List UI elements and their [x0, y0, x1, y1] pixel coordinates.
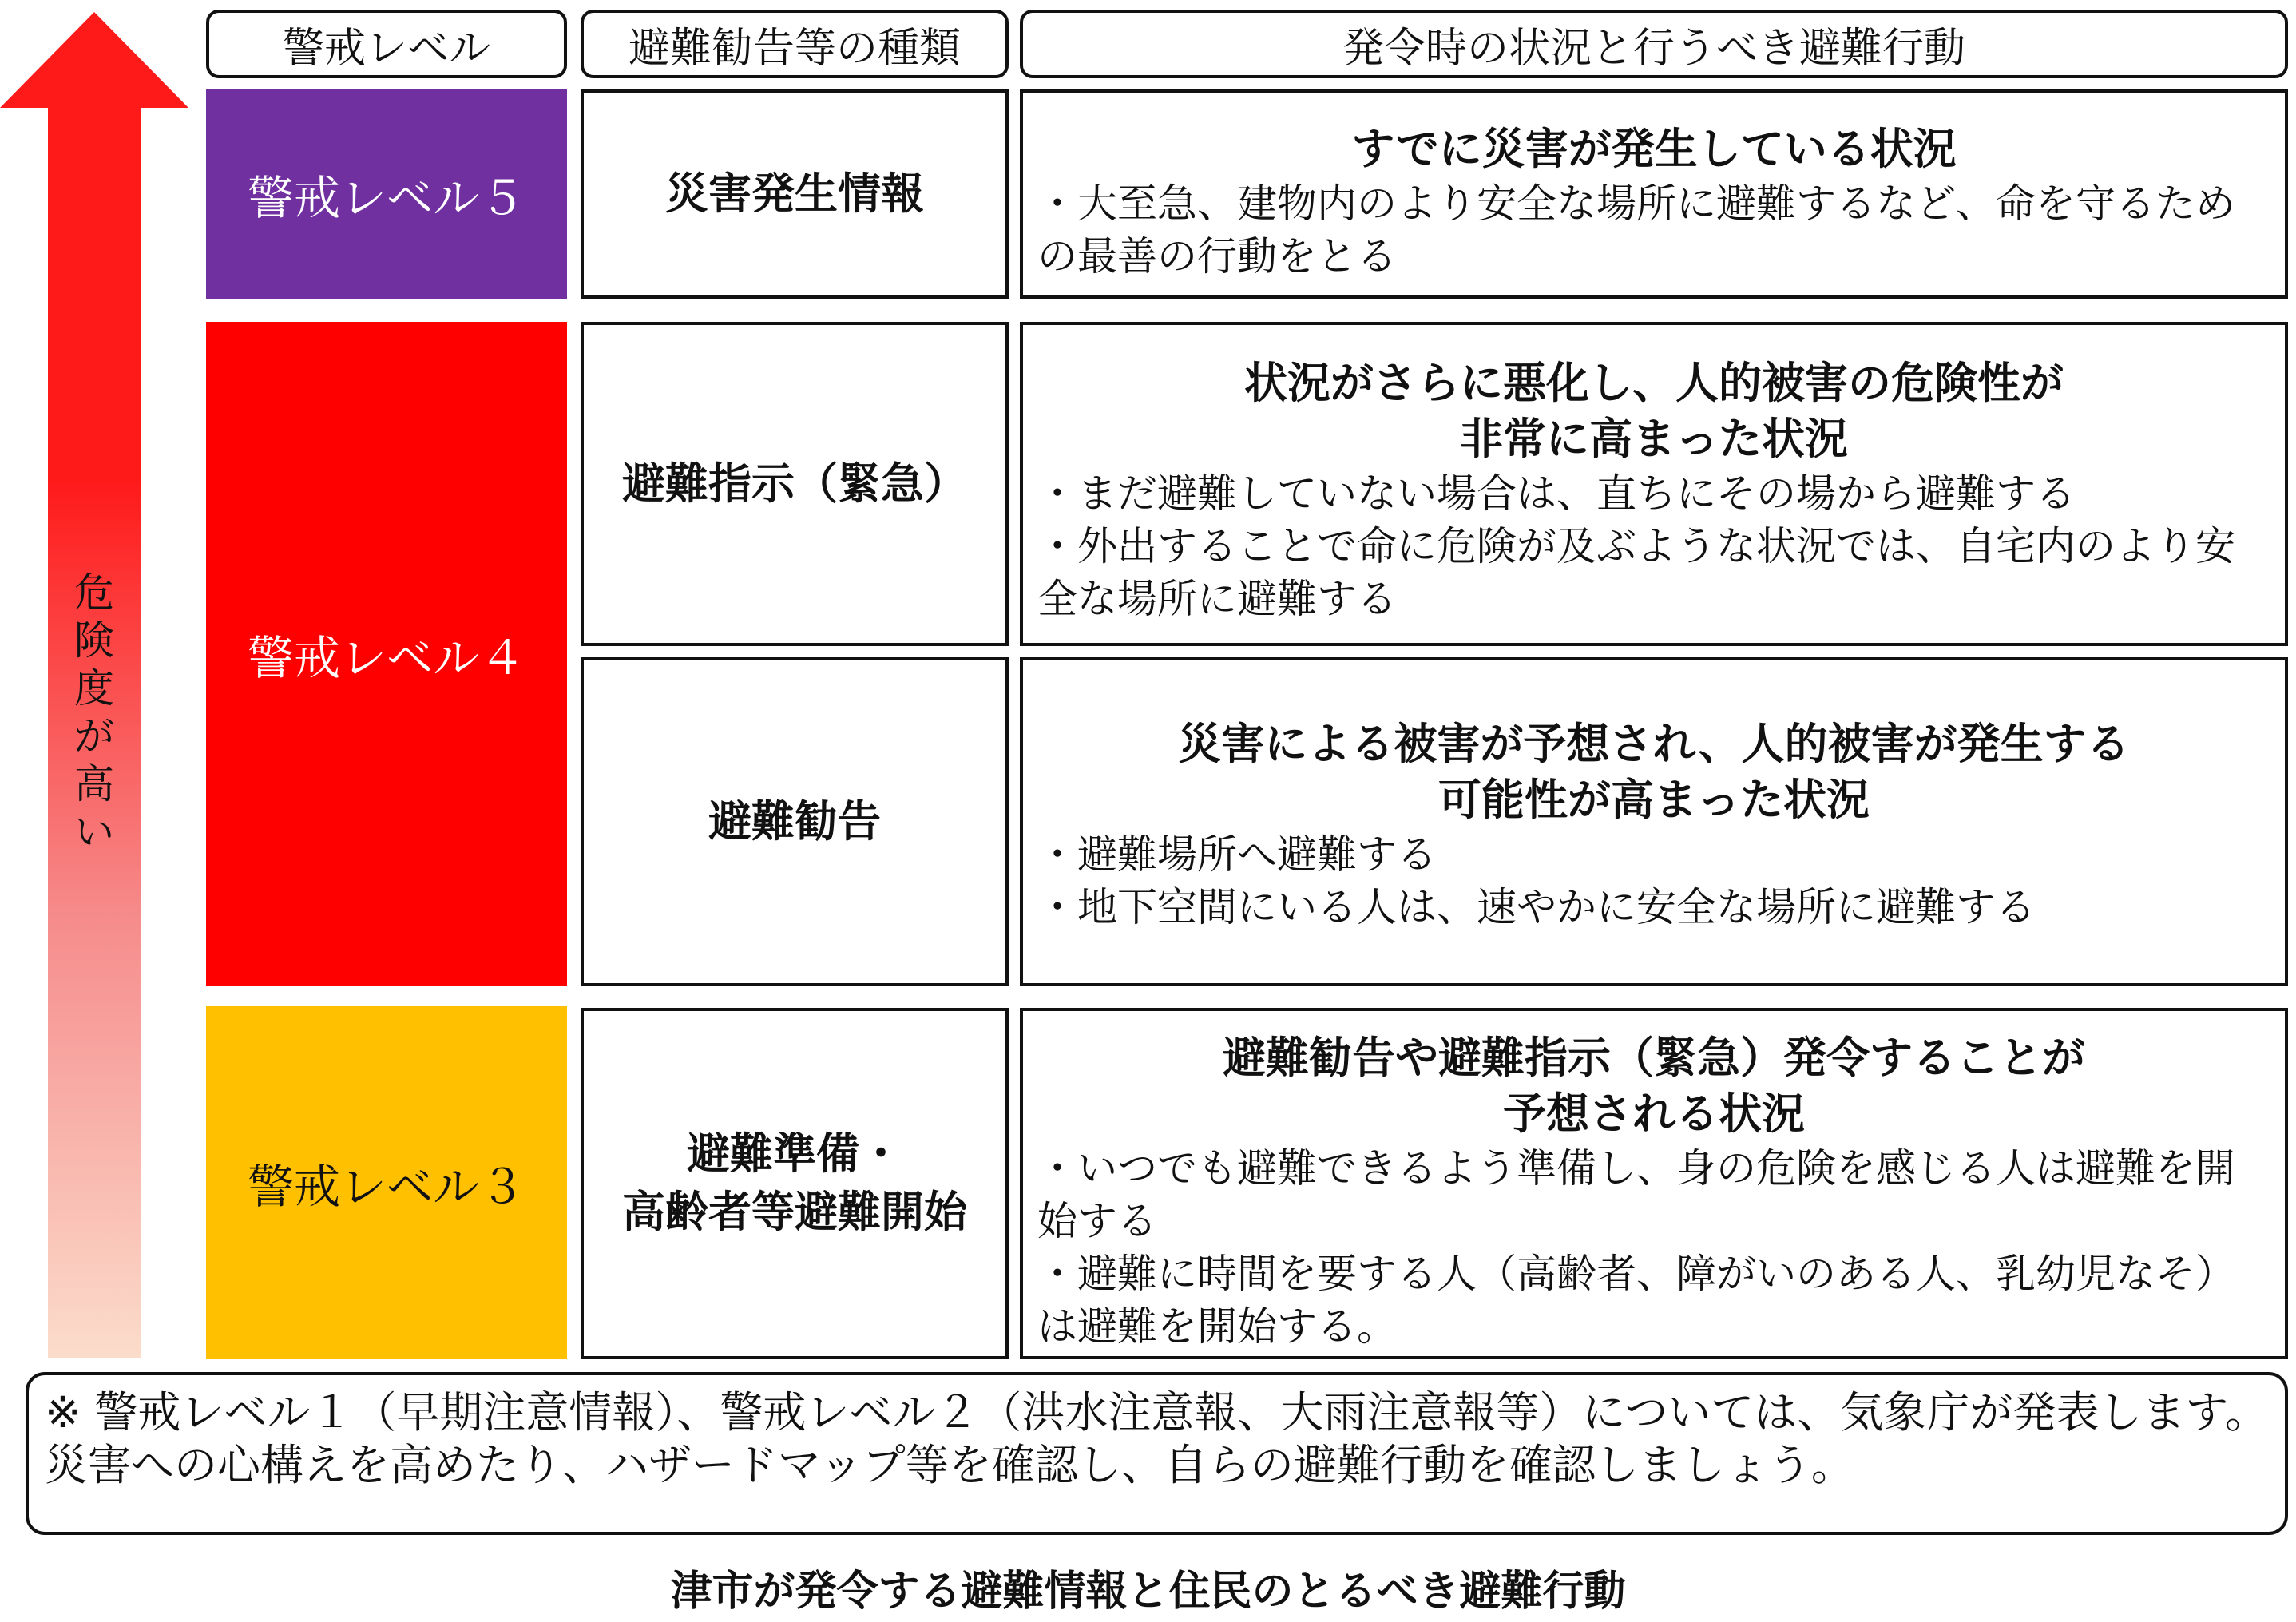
situation-cell-3 [1020, 657, 2288, 986]
arrow-label-char: 険 [74, 617, 114, 664]
situation-bullet: ・いつでも避難できるよう準備し、身の危険を感じる人は避難を開始する [1037, 1145, 2235, 1244]
arrow-label [48, 569, 141, 856]
arrow-label-char: 高 [74, 761, 114, 807]
level-3-block: 警戒レベル３ [206, 1006, 567, 1359]
header-type: 避難勧告等の種類 [581, 10, 1009, 78]
header-level: 警戒レベル [206, 10, 567, 78]
situation-heading: 災害による被害が予想され、人的被害が発生する [1178, 719, 2130, 769]
situation-bullet: ・避難場所へ避難する [1037, 831, 1437, 878]
footnote-box: ※ 警戒レベル１（早期注意情報）、警戒レベル２（洪水注意報、大雨注意報等）については、気象庁が発表します。災害への心構えを高めたり、ハザードマップ等を確認し、自らの避難行動を確認しましょう。 [26, 1372, 2288, 1535]
arrow-head-icon [0, 12, 188, 108]
situation-heading: 状況がさらに悪化し、人的被害の危険性が [1244, 358, 2064, 408]
type-line: 災害発生情報 [665, 168, 924, 219]
arrow-label-char: 危 [74, 569, 114, 616]
type-line: 高齢者等避難開始 [622, 1187, 967, 1237]
arrow-label-char: い [74, 809, 114, 855]
type-cell-evacuation-preparation [581, 1008, 1009, 1359]
arrow-label-char: 度 [74, 665, 114, 712]
situation-cell-4 [1020, 1008, 2288, 1359]
type-line: 避難勧告 [708, 795, 881, 847]
type-line: 避難指示（緊急） [622, 458, 967, 509]
situation-bullet: ・まだ避難していない場合は、直ちにその場から避難する [1037, 470, 2076, 517]
situation-bullet: ・大至急、建物内のより安全な場所に避難するなど、命を守るための最善の行動をとる [1037, 180, 2235, 280]
type-cell-disaster-info [581, 89, 1009, 299]
situation-cell-2 [1020, 322, 2288, 646]
situation-heading: 可能性が高まった状況 [1438, 775, 1870, 825]
situation-heading: すでに災害が発生している状況 [1351, 124, 1957, 174]
situation-heading: 非常に高まった状況 [1460, 414, 1848, 464]
level-4-block: 警戒レベル４ [206, 322, 567, 986]
situation-heading: 予想される状況 [1503, 1089, 1805, 1139]
header-situation: 発令時の状況と行うべき避難行動 [1020, 10, 2288, 78]
situation-heading: 避難勧告や避難指示（緊急）発令することが [1223, 1033, 2085, 1083]
situation-bullet: ・外出することで命に危険が及ぶような状況では、自宅内のより安全な場所に避難する [1037, 523, 2235, 622]
level-5-block: 警戒レベル５ [206, 89, 567, 299]
type-cell-evacuation-order [581, 322, 1009, 646]
type-cell-evacuation-advisory [581, 657, 1009, 986]
situation-bullet: ・避難に時間を要する人（高齢者、障がいのある人、乳幼児なそ）は避難を開始する。 [1037, 1251, 2235, 1350]
situation-bullet: ・地下空間にいる人は、速やかに安全な場所に避難する [1037, 884, 2036, 930]
situation-cell-1 [1020, 89, 2288, 299]
arrow-label-char: が [74, 713, 114, 759]
type-line: 避難準備・ [687, 1128, 902, 1180]
figure-caption: 津市が発令する避難情報と住民のとるべき避難行動 [670, 1568, 1626, 1616]
